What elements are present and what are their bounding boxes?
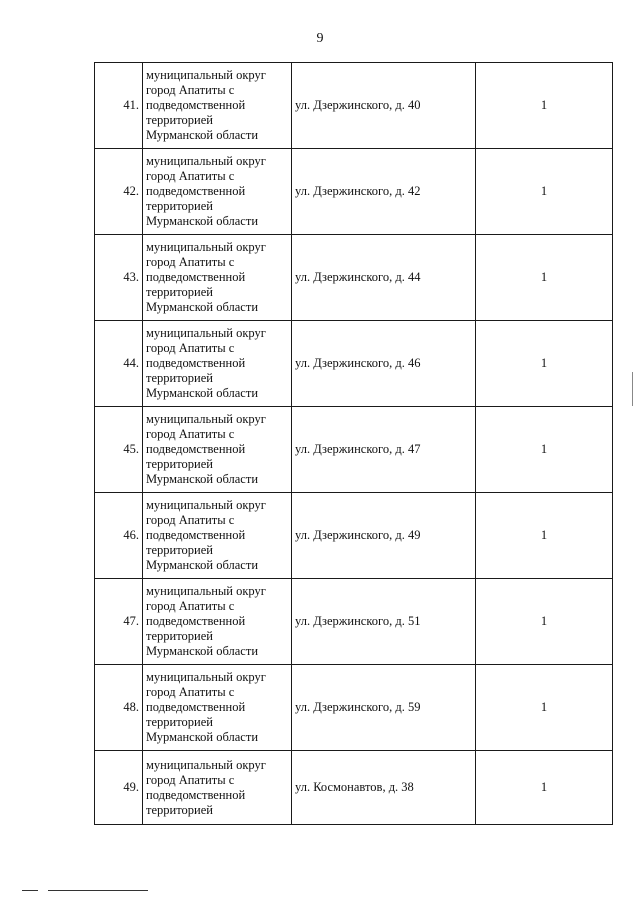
municipality-line: город Апатиты с xyxy=(146,772,235,787)
municipality-line: город Апатиты с xyxy=(146,169,235,183)
municipality-cell xyxy=(143,493,292,579)
municipality-line: подведомственной xyxy=(146,270,246,284)
row-number: 46. xyxy=(95,493,143,579)
address-cell: ул. Дзержинского, д. 59 xyxy=(292,665,476,751)
quantity-cell: 1 xyxy=(476,665,613,751)
quantity-cell: 1 xyxy=(476,63,613,149)
address-cell: ул. Дзержинского, д. 40 xyxy=(292,63,476,149)
municipality-line: город Апатиты с xyxy=(146,599,235,613)
municipality-line: территорией xyxy=(146,802,213,817)
quantity-cell: 1 xyxy=(476,493,613,579)
quantity-cell: 1 xyxy=(476,149,613,235)
municipality-line: территорией xyxy=(146,629,213,643)
row-number: 41. xyxy=(95,63,143,149)
margin-mark xyxy=(632,372,633,406)
table-row xyxy=(95,321,613,407)
municipality-line: муниципальный округ xyxy=(146,154,266,168)
table-row xyxy=(95,235,613,321)
municipality-line: город Апатиты с xyxy=(146,83,235,97)
row-number: 42. xyxy=(95,149,143,235)
municipality-line: муниципальный округ xyxy=(146,326,266,340)
table-row xyxy=(95,407,613,493)
row-number: 48. xyxy=(95,665,143,751)
quantity-cell: 1 xyxy=(476,235,613,321)
municipality-line: муниципальный округ xyxy=(146,584,266,598)
quantity-cell: 1 xyxy=(476,579,613,665)
municipality-line: город Апатиты с xyxy=(146,513,235,527)
municipality-line: муниципальный округ xyxy=(146,670,266,684)
municipality-cell xyxy=(143,579,292,665)
municipality-line: территорией xyxy=(146,199,213,213)
municipality-line: территорией xyxy=(146,715,213,729)
footer-rule-long xyxy=(48,890,148,891)
table-body xyxy=(95,63,613,825)
address-table xyxy=(94,62,613,825)
row-number: 47. xyxy=(95,579,143,665)
address-cell: ул. Космонавтов, д. 38 xyxy=(292,751,476,825)
municipality-cell xyxy=(143,665,292,751)
municipality-line: муниципальный округ xyxy=(146,240,266,254)
address-cell: ул. Дзержинского, д. 47 xyxy=(292,407,476,493)
table-row xyxy=(95,149,613,235)
municipality-line: Мурманской области xyxy=(146,128,259,142)
municipality-line: муниципальный округ xyxy=(146,757,266,772)
municipality-line: город Апатиты с xyxy=(146,685,235,699)
table-row xyxy=(95,493,613,579)
table-row xyxy=(95,579,613,665)
municipality-cell xyxy=(143,321,292,407)
municipality-line: территорией xyxy=(146,285,213,299)
address-cell: ул. Дзержинского, д. 44 xyxy=(292,235,476,321)
page-number: 9 xyxy=(316,31,324,46)
municipality-line: муниципальный округ xyxy=(146,412,266,426)
municipality-line: подведомственной xyxy=(146,700,246,714)
municipality-line: город Апатиты с xyxy=(146,427,235,441)
table-row xyxy=(95,665,613,751)
quantity-cell: 1 xyxy=(476,321,613,407)
municipality-line: подведомственной xyxy=(146,98,246,112)
row-number: 43. xyxy=(95,235,143,321)
address-cell: ул. Дзержинского, д. 51 xyxy=(292,579,476,665)
municipality-line: Мурманской области xyxy=(146,386,259,400)
municipality-line: подведомственной xyxy=(146,614,246,628)
municipality-line: Мурманской области xyxy=(146,300,259,314)
municipality-cell xyxy=(143,751,292,825)
municipality-line: Мурманской области xyxy=(146,644,259,658)
quantity-cell: 1 xyxy=(476,407,613,493)
municipality-cell xyxy=(143,235,292,321)
municipality-line: город Апатиты с xyxy=(146,255,235,269)
municipality-line: муниципальный округ xyxy=(146,68,266,82)
table-row xyxy=(95,751,613,825)
row-number: 45. xyxy=(95,407,143,493)
municipality-line: территорией xyxy=(146,113,213,127)
municipality-line: территорией xyxy=(146,543,213,557)
table-row xyxy=(95,63,613,149)
municipality-line: Мурманской области xyxy=(146,472,259,486)
municipality-line: территорией xyxy=(146,457,213,471)
footer-rule-short xyxy=(22,890,38,891)
municipality-cell xyxy=(143,149,292,235)
municipality-line: подведомственной xyxy=(146,184,246,198)
municipality-line: Мурманской области xyxy=(146,730,259,744)
municipality-line: Мурманской области xyxy=(146,214,259,228)
municipality-cell xyxy=(143,63,292,149)
row-number: 49. xyxy=(95,751,143,825)
municipality-line: подведомственной xyxy=(146,442,246,456)
municipality-line: муниципальный округ xyxy=(146,498,266,512)
municipality-line: Мурманской области xyxy=(146,558,259,572)
municipality-line: подведомственной xyxy=(146,787,246,802)
municipality-line: подведомственной xyxy=(146,528,246,542)
quantity-cell: 1 xyxy=(476,751,613,825)
municipality-line: подведомственной xyxy=(146,356,246,370)
address-cell: ул. Дзержинского, д. 42 xyxy=(292,149,476,235)
row-number: 44. xyxy=(95,321,143,407)
municipality-line: город Апатиты с xyxy=(146,341,235,355)
municipality-cell xyxy=(143,407,292,493)
address-cell: ул. Дзержинского, д. 46 xyxy=(292,321,476,407)
municipality-line: территорией xyxy=(146,371,213,385)
address-cell: ул. Дзержинского, д. 49 xyxy=(292,493,476,579)
